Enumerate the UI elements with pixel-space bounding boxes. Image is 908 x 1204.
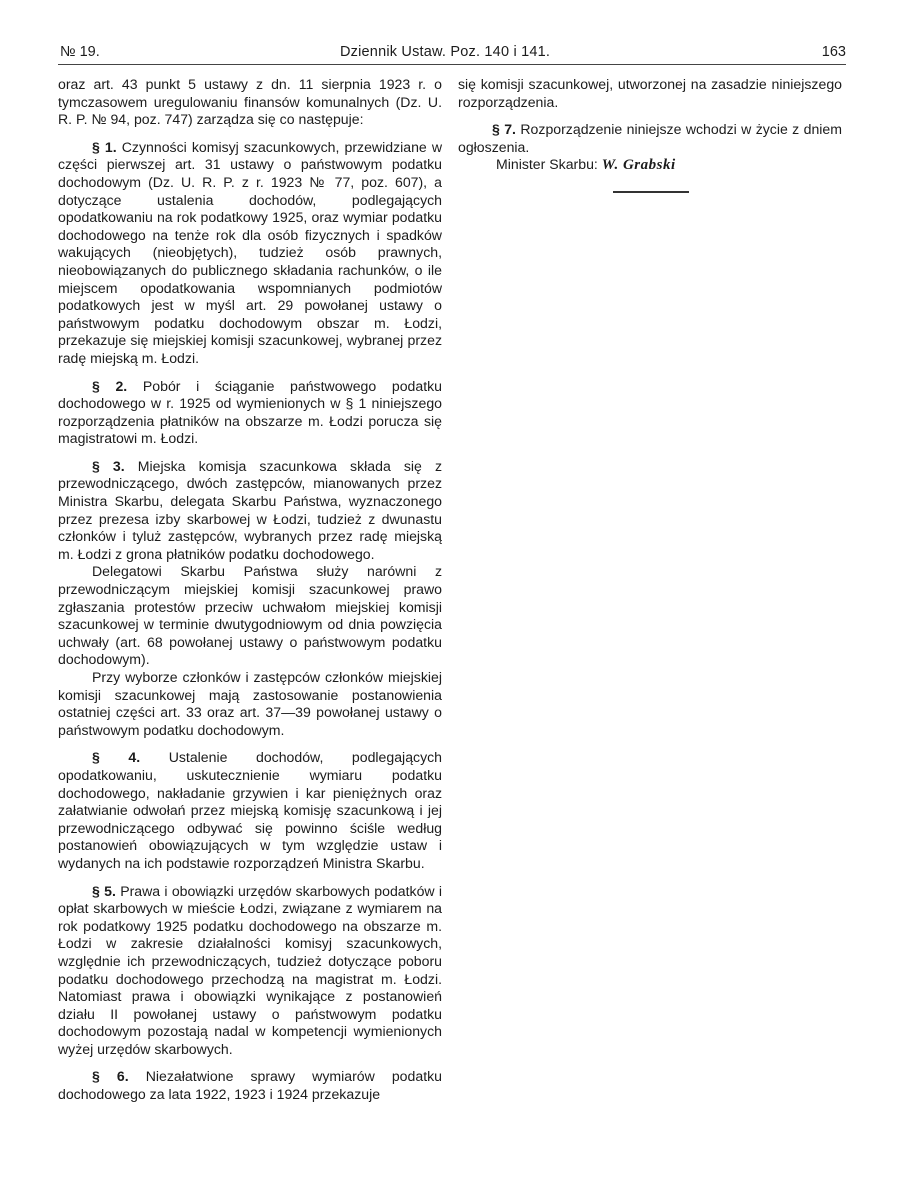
section-7-label: § 7. <box>492 121 516 138</box>
page-number: 163 <box>821 44 846 60</box>
left-column <box>58 76 442 1104</box>
signature-line <box>458 156 842 175</box>
section-1-text: Czynności komisyj szacunkowych, przewidziane w części pierwszej art. 31 ustawy o państwowym podatku dochodowym (Dz. U. R. P. z r. 1923 № 77, poz. 607), a dotyczące ustalenia dochodów, podlegających opodatkowaniu na rok podatkowy 1925, oraz wymiar podatku dochodowego na tenże rok dla osób fizycznych i spadków wakujących (nieobjętych), tudzież osób prawnych, nieobowiązanych do publicznego składania rachunków, o ile miejscem opodatkowania wspomnianych podmiotów podatkowych jest w myśl art. 29 powołanej ustawy o państwowym podatku dochodowym obszar m. Łodzi, przekazuje się miejskiej komisji szacunkowej, wybranej przez radę miejską m. Łodzi. <box>58 138 443 366</box>
signature-divider <box>613 191 689 193</box>
section-3-paragraph-3: Przy wyborze członków i zastępców członków miejskiej komisji szacunkowej mają zastosowanie postanowienia ostatniej części art. 33 oraz art. 37—39 powołanej ustawy o państwowym podatku dochodowym. <box>58 669 442 738</box>
section-1-label: § 1. <box>92 138 117 155</box>
section-2-text: Pobór i ściąganie państwowego podatku dochodowego w r. 1925 od wymienionych w § 1 niniejszego rozporządzenia płatników na obszarze m. Łodzi porucza się magistratowi m. Łodzi. <box>58 377 443 447</box>
section-5 <box>58 883 442 1059</box>
section-2-label: § 2. <box>92 377 128 394</box>
section-3 <box>58 458 442 564</box>
section-7-text: Rozporządzenie niniejsze wchodzi w życie z dniem ogłoszenia. <box>458 121 842 155</box>
header-divider <box>58 64 846 65</box>
section-1 <box>58 139 442 368</box>
signature-name: W. Grabski <box>601 157 676 174</box>
section-6-text: Niezałatwione sprawy wymiarów podatku dochodowego za lata 1922, 1923 i 1924 przekazuje <box>58 1068 442 1103</box>
section-3-text: Miejska komisja szacunkowa składa się z przewodniczącego, dwóch zastępców, mianowanych przez Ministra Skarbu, delegata Skarbu Państwa, wyznaczonego przez prezesa izby skarbowej w Łodzi, tudzież z dwunastu członków i tyluż zastępców, wybranych przez radę miejską m. Łodzi z grona płatników podatku dochodowego. <box>58 457 443 562</box>
section-5-label: § 5. <box>92 882 116 899</box>
section-3-paragraph-2: Delegatowi Skarbu Państwa służy narówni z przewodniczącym miejskiej komisji szacunkowej prawo zgłaszania protestów przeciw uchwałom miejskiej komisji szacunkowej w terminie dwutygodniowym od dnia powzięcia uchwały (art. 68 powołanej ustawy o państwowym podatku dochodowym). <box>58 563 442 668</box>
section-6 <box>58 1068 442 1103</box>
issue-number: № 19. <box>60 44 100 60</box>
section-6-continuation: się komisji szacunkowej, utworzonej na zasadzie niniejszego rozporządzenia. <box>458 76 842 110</box>
section-4 <box>58 749 442 872</box>
intro-paragraph: oraz art. 43 punkt 5 ustawy z dn. 11 sierpnia 1923 r. o tymczasowem uregulowaniu finansów komunalnych (Dz. U. R. P. № 94, poz. 747) zarządza się co następuje: <box>58 76 442 128</box>
signature-role: Minister Skarbu: <box>496 156 598 173</box>
page-header <box>60 44 846 66</box>
section-5-text: Prawa i obowiązki urzędów skarbowych podatków i opłat skarbowych w mieście Łodzi, związane z wymiarem na rok podatkowy 1925 podatku dochodowego na obszarze m. Łodzi w zakresie działalności komisyj szacunkowych, względnie ich przewodniczących, tudzież dotyczące poboru podatku dochodowego przechodzą na magistrat m. Łodzi. Natomiast prawa i obowiązki wynikające z postanowień działu II powołanej ustawy o państwowym podatku dochodowym pozostają nadal w kompetencji wymienionych wyżej urzędów skarbowych. <box>58 882 443 1057</box>
section-3-label: § 3. <box>92 457 125 474</box>
section-4-label: § 4. <box>92 749 141 766</box>
right-column <box>458 76 842 193</box>
section-2 <box>58 378 442 448</box>
section-6-label: § 6. <box>92 1068 129 1085</box>
section-4-text: Ustalenie dochodów, podlegających opodatkowaniu, uskutecznienie wymiaru podatku dochodowego, nakładanie grzywien i kar pieniężnych oraz załatwianie odwołań przez miejską komisję szacunkową i jej przewodniczącego odbywać się powinno ściśle według postanowień obowiązujących w tym względzie ustaw i wydanych na ich podstawie rozporządzeń Ministra Skarbu. <box>58 749 443 871</box>
journal-title: Dziennik Ustaw. Poz. 140 i 141. <box>340 44 551 60</box>
section-7 <box>458 121 842 156</box>
